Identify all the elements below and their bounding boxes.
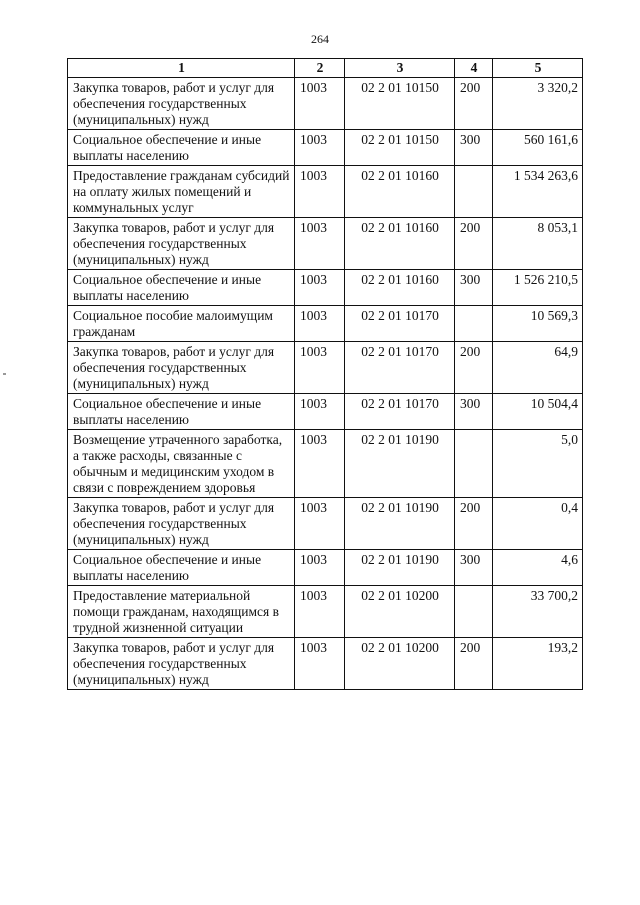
table-row xyxy=(68,638,583,690)
header-col-5: 5 xyxy=(493,59,583,78)
table-row xyxy=(68,166,583,218)
table-row xyxy=(68,218,583,270)
row-name-cell: Социальное обеспечение и иные выплаты населению xyxy=(68,130,295,166)
row-target-cell: 02 2 01 10170 xyxy=(345,342,455,394)
row-section-cell: 1003 xyxy=(295,550,345,586)
row-name-cell: Закупка товаров, работ и услуг для обеспечения государственных (муниципальных) нужд xyxy=(68,638,295,690)
scan-artifact xyxy=(3,373,6,375)
row-name-cell: Закупка товаров, работ и услуг для обеспечения государственных (муниципальных) нужд xyxy=(68,498,295,550)
row-type-cell xyxy=(455,306,493,342)
row-section-cell: 1003 xyxy=(295,498,345,550)
row-type-cell: 300 xyxy=(455,550,493,586)
row-amount-cell: 64,9 xyxy=(493,342,583,394)
row-name-cell: Возмещение утраченного заработка, а также расходы, связанные с обычным и медицинским уходом в связи с повреждением здоровья xyxy=(68,430,295,498)
table-row xyxy=(68,78,583,130)
row-amount-cell: 560 161,6 xyxy=(493,130,583,166)
table-row xyxy=(68,130,583,166)
row-name-cell: Социальное обеспечение и иные выплаты населению xyxy=(68,550,295,586)
row-section-cell: 1003 xyxy=(295,306,345,342)
table-row xyxy=(68,586,583,638)
header-col-4: 4 xyxy=(455,59,493,78)
table-row xyxy=(68,306,583,342)
table-row xyxy=(68,430,583,498)
row-section-cell: 1003 xyxy=(295,166,345,218)
header-col-2: 2 xyxy=(295,59,345,78)
row-section-cell: 1003 xyxy=(295,78,345,130)
row-target-cell: 02 2 01 10190 xyxy=(345,550,455,586)
row-target-cell: 02 2 01 10190 xyxy=(345,430,455,498)
row-type-cell xyxy=(455,586,493,638)
row-name-cell: Закупка товаров, работ и услуг для обеспечения государственных (муниципальных) нужд xyxy=(68,78,295,130)
row-target-cell: 02 2 01 10170 xyxy=(345,394,455,430)
row-target-cell: 02 2 01 10160 xyxy=(345,166,455,218)
row-amount-cell: 5,0 xyxy=(493,430,583,498)
row-name-cell: Предоставление гражданам субсидий на оплату жилых помещений и коммунальных услуг xyxy=(68,166,295,218)
row-target-cell: 02 2 01 10150 xyxy=(345,78,455,130)
row-target-cell: 02 2 01 10190 xyxy=(345,498,455,550)
table-row xyxy=(68,394,583,430)
row-name-cell: Социальное обеспечение и иные выплаты населению xyxy=(68,270,295,306)
row-amount-cell: 1 526 210,5 xyxy=(493,270,583,306)
table-row xyxy=(68,270,583,306)
row-section-cell: 1003 xyxy=(295,586,345,638)
table-header xyxy=(68,59,583,78)
row-type-cell: 200 xyxy=(455,78,493,130)
table-row xyxy=(68,498,583,550)
row-type-cell xyxy=(455,430,493,498)
row-target-cell: 02 2 01 10160 xyxy=(345,218,455,270)
table-row xyxy=(68,342,583,394)
header-col-1: 1 xyxy=(68,59,295,78)
row-target-cell: 02 2 01 10200 xyxy=(345,586,455,638)
table-body xyxy=(68,78,583,690)
budget-table xyxy=(67,58,583,690)
row-target-cell: 02 2 01 10200 xyxy=(345,638,455,690)
row-section-cell: 1003 xyxy=(295,130,345,166)
row-section-cell: 1003 xyxy=(295,270,345,306)
row-target-cell: 02 2 01 10170 xyxy=(345,306,455,342)
row-name-cell: Социальное пособие малоимущим гражданам xyxy=(68,306,295,342)
row-section-cell: 1003 xyxy=(295,342,345,394)
row-amount-cell: 10 504,4 xyxy=(493,394,583,430)
row-type-cell: 200 xyxy=(455,342,493,394)
row-amount-cell: 0,4 xyxy=(493,498,583,550)
table-row xyxy=(68,550,583,586)
row-type-cell: 300 xyxy=(455,270,493,306)
row-section-cell: 1003 xyxy=(295,430,345,498)
row-amount-cell: 10 569,3 xyxy=(493,306,583,342)
row-section-cell: 1003 xyxy=(295,218,345,270)
header-row xyxy=(68,59,583,78)
row-type-cell: 200 xyxy=(455,638,493,690)
row-section-cell: 1003 xyxy=(295,638,345,690)
row-section-cell: 1003 xyxy=(295,394,345,430)
row-type-cell xyxy=(455,166,493,218)
row-name-cell: Закупка товаров, работ и услуг для обеспечения государственных (муниципальных) нужд xyxy=(68,342,295,394)
row-type-cell: 200 xyxy=(455,498,493,550)
row-type-cell: 300 xyxy=(455,394,493,430)
page-number: 264 xyxy=(311,32,329,46)
row-name-cell: Социальное обеспечение и иные выплаты населению xyxy=(68,394,295,430)
row-type-cell: 300 xyxy=(455,130,493,166)
row-name-cell: Предоставление материальной помощи гражданам, находящимся в трудной жизненной ситуации xyxy=(68,586,295,638)
row-amount-cell: 33 700,2 xyxy=(493,586,583,638)
row-amount-cell: 1 534 263,6 xyxy=(493,166,583,218)
row-type-cell: 200 xyxy=(455,218,493,270)
row-amount-cell: 8 053,1 xyxy=(493,218,583,270)
row-amount-cell: 3 320,2 xyxy=(493,78,583,130)
header-col-3: 3 xyxy=(345,59,455,78)
row-target-cell: 02 2 01 10150 xyxy=(345,130,455,166)
row-amount-cell: 193,2 xyxy=(493,638,583,690)
row-name-cell: Закупка товаров, работ и услуг для обеспечения государственных (муниципальных) нужд xyxy=(68,218,295,270)
row-target-cell: 02 2 01 10160 xyxy=(345,270,455,306)
row-amount-cell: 4,6 xyxy=(493,550,583,586)
